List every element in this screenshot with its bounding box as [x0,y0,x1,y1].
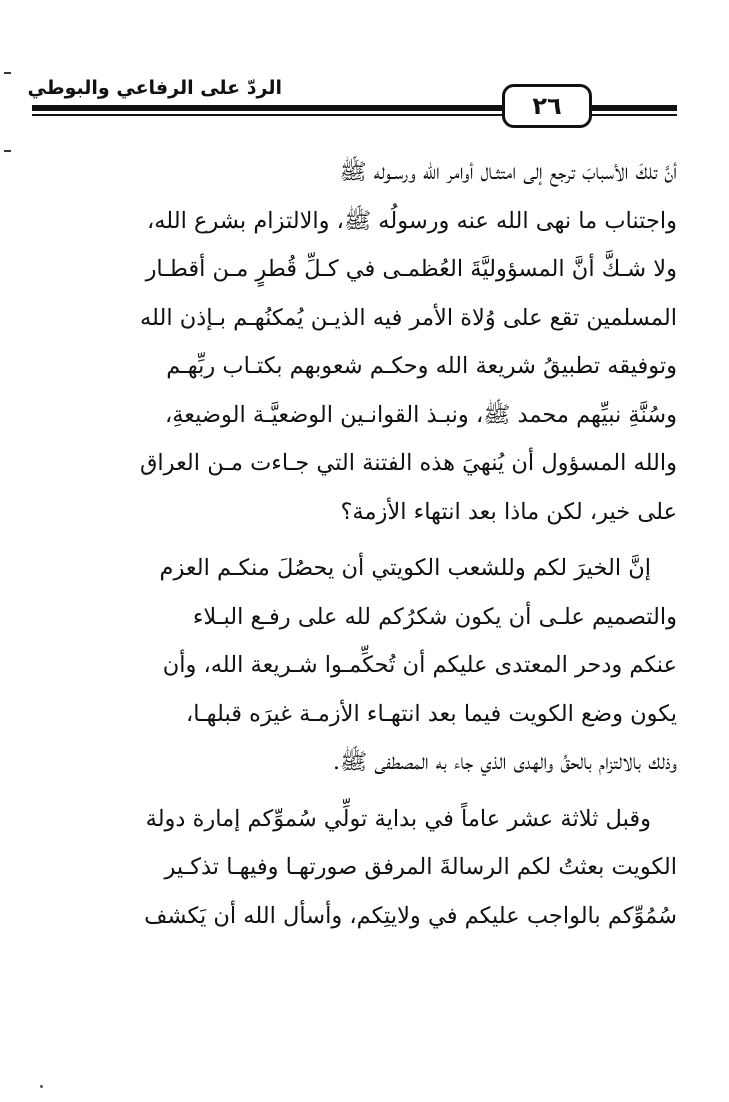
text-line: والله المسؤول أن يُنهيَ هذه الفتنة التي جـاءت مـن العراق [139,450,677,476]
scan-speck [40,1085,43,1088]
paragraph-2 [42,544,677,787]
text-line: وذلك بالالتزام بالحقِّ والهدى الذي جاء به المصطفى ﷺ. [332,749,677,775]
page-header [27,70,677,130]
text-line: المسلمين تقع على وُلاة الأمر فيه الذيـن يُمكنُهـم بـإذن الله [139,304,677,331]
running-title: الردّ على الرفاعي والبوطي [27,77,282,99]
text-line: ولا شـكَّ أنَّ المسؤوليَّةَ العُظمـى في كـلِّ قُطرٍ مـن أقطـار [145,256,677,282]
text-line: على خير، لكن ماذا بعد انتهاء الأزمة؟ [340,498,677,525]
text-line: والتصميم علـى أن يكون شكرُكم لله على رفـع البـلاء [192,603,677,630]
text-line: وسُنَّةِ نبيِّهم محمد ﷺ، ونبـذ القوانـين الوضعيَّـة الوضيعةِ، [164,401,677,428]
text-line: سُمُوِّكم بالواجب عليكم في ولايتِكم، وأسأل الله أن يَكشف [144,902,677,929]
page-number: ٢٦ [502,84,592,128]
text-line: أنَّ تلكَ الأسبابَ ترجع إلى امتثـال أوامر الله ورسـوله ﷺ [339,159,677,185]
margin-mark-top [4,72,11,74]
body-text [42,148,677,940]
text-line: وقبل ثلاثة عشر عاماً في بداية تولِّي سُموِّكم إمارة دولة [145,805,651,832]
text-line: وتوفيقه تطبيقُ شريعة الله وحكـم شعوبهم بكتـاب ربِّهـم [166,353,677,379]
paragraph-1 [42,148,677,536]
text-line: عنكم ودحر المعتدى عليكم أن تُحكِّمـوا شـريعة الله، وأن [162,652,677,678]
text-line: واجتناب ما نهى الله عنه ورسولُه ﷺ، والالتزام بشرع الله، [146,207,677,234]
text-line: الكويت بعثتُ لكم الرسالةَ المرفق صورتهـا وفيهـا تذكـير [164,854,677,880]
text-line: يكون وضع الكويت فيما بعد انتهـاء الأزمـة غيرَه قبلهـا، [185,700,677,727]
paragraph-3 [42,795,677,941]
margin-mark-bottom [4,150,11,152]
text-line: إنَّ الخيرَ لكم وللشعب الكويتي أن يحصُلَ منكـم العزم [159,555,651,581]
